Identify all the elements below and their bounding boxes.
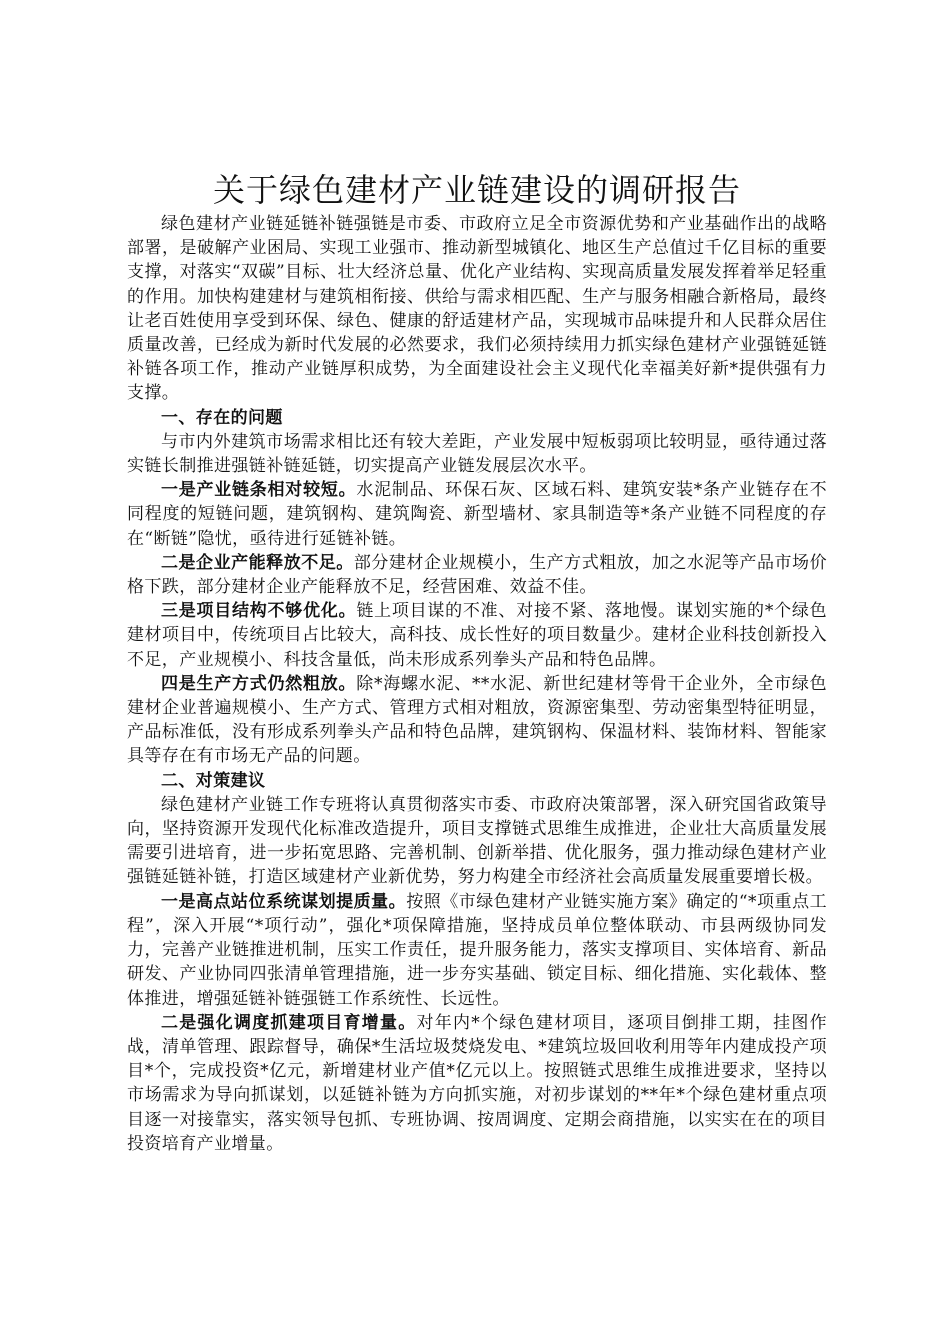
intro-paragraph: 绿色建材产业链延链补链强链是市委、市政府立足全市资源优势和产业基础作出的战略部署，是破解产业困局、实现工业强市、推动新型城镇化、地区生产总值过千亿目标的重要支撑，对落实“双碳”目标、壮大经济总量、优化产业结构、实现高质量发展发挥着举足轻重的作用。加快构建建材与建筑相衔接、供给与需求相匹配、生产与服务相融合新格局，最终让老百姓使用享受到环保、绿色、健康的舒适建材产品，实现城市品味提升和人民群众居住质量改善，已经成为新时代发展的必然要求，我们必须持续用力抓实绿色建材产业强链延链补链各项工作，推动产业链厚积成势，为全面建设社会主义现代化幸福美好新*提供强有力支撑。 — [127, 214, 827, 404]
item-lead: 一是产业链条相对较短。 — [161, 480, 357, 501]
problem-item — [127, 599, 827, 672]
item-text: 链上项目谋的不准、对接不紧、落地慢。谋划实施的*个绿色建材项目中，传统项目占比较大，高科技、成长性好的项目数量少。建材企业科技创新投入不足，产业规模小、科技含量低，尚未形成系列拳头产品和特色品牌。 — [127, 601, 827, 670]
problem-item — [127, 551, 827, 599]
problem-item — [127, 672, 827, 769]
item-text: 按照《市绿色建材产业链实施方案》确定的“*项重点工程”，深入开展“*项行动”，强化*项保障措施，坚持成员单位整体联动、市县两级协同发力，完善产业链推进机制，压实工作责任，提升服务能力，落实支撑项目、实体培育、新品研发、产业协同四张清单管理措施，进一步夯实基础、锁定目标、细化措施、实化载体、整体推进，增强延链补链强链工作系统性、长远性。 — [127, 891, 827, 1009]
section-heading-suggestions: 二、对策建议 — [161, 770, 266, 791]
document-title: 关于绿色建材产业链建设的调研报告 — [212, 171, 741, 209]
suggestions-intro: 绿色建材产业链工作专班将认真贯彻落实市委、市政府决策部署，深入研究国省政策导向，坚持资源开发现代化标准改造提升，项目支撑链式思维生成推进，企业壮大高质量发展需要引进培育，进一步拓宽思路、完善机制、创新举措、优化服务，强力推动绿色建材产业强链延链补链，打造区域建材产业新优势，努力构建全市经济社会高质量发展重要增长极。 — [127, 794, 827, 888]
document-page — [127, 170, 827, 1156]
item-text: 对年内*个绿色建材项目，逐项目倒排工期，挂图作战，清单管理、跟踪督导，确保*生活垃圾焚烧发电、*建筑垃圾回收利用等年内建成投产项目*个，完成投资*亿元，新增建材业产值*亿元以上。按照链式思维生成推进要求，坚持以市场需求为导向抓谋划，以延链补链为方向抓实施，对初步谋划的**年*个绿色建材重点项目逐一对接靠实，落实领导包抓、专班协调、按周调度、定期会商措施，以实实在在的项目投资培育产业增量。 — [127, 1012, 827, 1154]
suggestion-item — [127, 890, 827, 1011]
item-lead: 三是项目结构不够优化。 — [161, 601, 357, 622]
problems-intro: 与市内外建筑市场需求相比还有较大差距，产业发展中短板弱项比较明显，亟待通过落实链长制推进强链补链延链，切实提高产业链发展层次水平。 — [127, 431, 827, 477]
item-text: 除*海螺水泥、**水泥、新世纪建材等骨干企业外，全市绿色建材企业普遍规模小、生产方式、管理方式相对粗放，资源密集型、劳动密集型特征明显，产品标准低，没有形成系列拳头产品和特色品牌，建筑钢构、保温材料、装饰材料、智能家具等存在有市场无产品的问题。 — [127, 673, 827, 767]
item-lead: 二是强化调度抓建项目育增量。 — [161, 1012, 417, 1033]
section-heading-problems: 一、存在的问题 — [161, 407, 283, 428]
item-lead: 一是高点站位系统谋划提质量。 — [161, 891, 407, 912]
item-text: 部分建材企业规模小，生产方式粗放，加之水泥等产品市场价格下跌，部分建材企业产能释放不足，经营困难、效益不佳。 — [127, 552, 827, 598]
item-lead: 二是企业产能释放不足。 — [161, 552, 354, 573]
item-text: 水泥制品、环保石灰、区域石料、建筑安装*条产业链存在不同程度的短链问题，建筑钢构、建筑陶瓷、新型墙材、家具制造等*条产业链不同程度的存在“断链”隐忧，亟待进行延链补链。 — [127, 480, 827, 549]
item-lead: 四是生产方式仍然粗放。 — [161, 673, 357, 694]
problem-item — [127, 478, 827, 551]
suggestion-item — [127, 1011, 827, 1156]
